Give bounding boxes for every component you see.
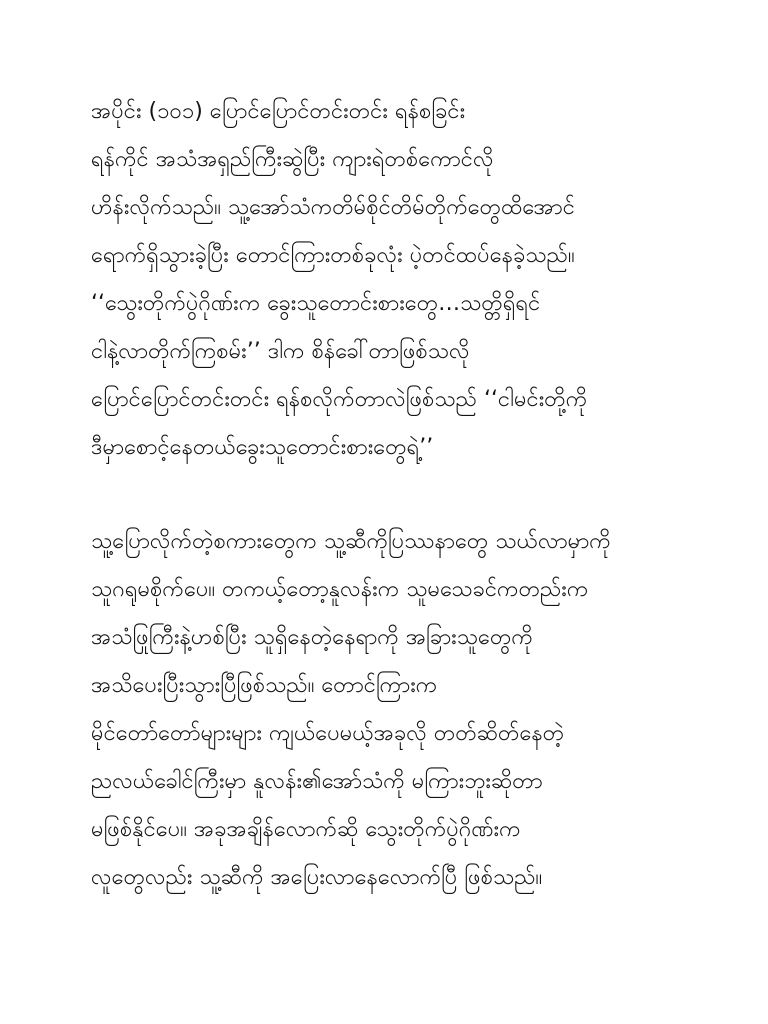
text-line: ရောက်ရှိသွားခဲ့ပြီး တောင်ကြားတစ်ခုလုံး ပဲ့တင်ထပ်နေခဲ့သည်။ bbox=[91, 243, 575, 268]
paragraph-2 bbox=[91, 518, 731, 902]
text-line: မဖြစ်နိုင်ပေ။ အခုအချိန်လောက်ဆို သွေးတိုက်ပွဲဂိုဏ်းက bbox=[91, 817, 521, 842]
text-line: ညလယ်ခေါင်ကြီးမှာ နူလန်း၏အော်သံကို မကြားဘူးဆိုတာ bbox=[91, 769, 543, 794]
text-line: အပိုင်း (၁၀၁) ပြောင်ပြောင်တင်းတင်း ရန်စခြင်း bbox=[91, 99, 466, 124]
text-line: ပြောင်ပြောင်တင်းတင်း ရန်စလိုက်တာလဲဖြစ်သည် ‘‘ငါမင်းတို့ကို bbox=[91, 387, 588, 412]
text-line: ‘‘သွေးတိုက်ပွဲဂိုဏ်းက ခွေးသူတောင်းစားတွေ…သတ္တိရှိရင် bbox=[91, 291, 541, 316]
text-line: ငါနဲ့လာတိုက်ကြစမ်း’’ ဒါက စိန်ခေါ်တာဖြစ်သလို bbox=[91, 339, 470, 364]
text-line: မိုင်တော်တော်များများ ကျယ်ပေမယ့်အခုလို တတ်ဆိတ်နေတဲ့ bbox=[91, 721, 565, 746]
text-line: သူ့ပြောလိုက်တဲ့စကားတွေက သူ့ဆီကိုပြဿနာတွေ သယ်လာမှာကို bbox=[91, 529, 611, 554]
text-line: လူတွေလည်း သူ့ဆီကို အပြေးလာနေလောက်ပြီ ဖြစ်သည်။ bbox=[91, 865, 543, 890]
text-line: အသံဖြုကြီးနဲ့ဟစ်ပြီး သူရှိနေတဲ့နေရာကို အခြားသူတွေကို bbox=[91, 625, 533, 650]
paragraph-1 bbox=[91, 88, 731, 472]
text-line: ဟိန်းလိုက်သည်။ သူ့အော်သံကတိမ်စိုင်တိမ်တိုက်တွေထိအောင် bbox=[91, 195, 575, 220]
text-line: အသိပေးပြီးသွားပြီဖြစ်သည်။ တောင်ကြားက bbox=[91, 673, 438, 698]
text-line: ရန်ကိုင် အသံအရှည်ကြီးဆွဲပြီး ကျားရဲတစ်ကောင်လို bbox=[91, 147, 494, 172]
text-line: ဒီမှာစောင့်နေတယ်ခွေးသူတောင်းစားတွေရဲ့’’ bbox=[91, 435, 434, 460]
text-line: သူဂရုမစိုက်ပေ။ တကယ့်တော့နူလန်းက သူမသေခင်ကတည်းက bbox=[91, 577, 589, 602]
